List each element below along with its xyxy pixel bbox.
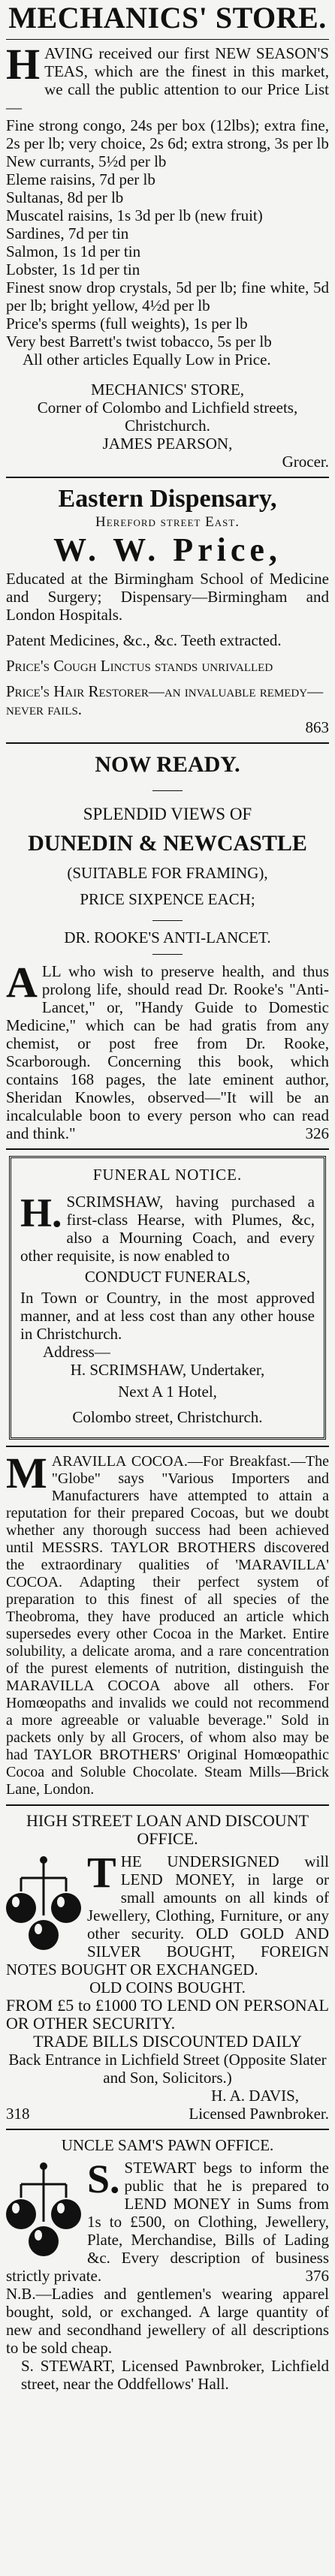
price-line: Muscatel raisins, 1s 3d per lb (new fruit) bbox=[6, 206, 263, 224]
loan-role: Licensed Pawnbroker. bbox=[189, 2105, 329, 2123]
price-line: Eleme raisins, 7d per lb bbox=[6, 170, 155, 188]
loan-office-ad bbox=[6, 1812, 329, 2123]
dispensary-street: Hereford street East. bbox=[95, 514, 240, 530]
price-line: Very best Barrett's twist tobacco, 5s per lb bbox=[6, 333, 272, 351]
price-line: Salmon, 1s 1d per tin bbox=[6, 242, 141, 260]
price-line: Lobster, 1s 1d per tin bbox=[6, 260, 140, 278]
pawn-balls-icon bbox=[6, 1855, 81, 1957]
dropcap: T bbox=[87, 1848, 116, 1897]
old-coins: OLD COINS BOUGHT. bbox=[89, 1979, 246, 1997]
price-list bbox=[6, 116, 329, 369]
loan-gold: OLD GOLD AND SILVER BOUGHT, FOREIGN NOTES BOUGHT OR EXCHANGED. bbox=[6, 1924, 330, 1979]
divider bbox=[6, 1148, 329, 1150]
dispensary-title: Eastern Dispensary, bbox=[58, 485, 277, 513]
funeral-text: SCRIMSHAW, having purchased a first-class Hearse, with Plumes, &c, also a Mourning Coach, and every other requisite, is now enabled to bbox=[20, 1193, 315, 1265]
price-line: New currants, 5½d per lb bbox=[6, 152, 167, 170]
dispensary-cough: Price's Cough Linctus stands unrivalled bbox=[6, 657, 273, 675]
conduct-funerals: CONDUCT FUNERALS, bbox=[84, 1268, 251, 1286]
back-entrance: Back Entrance in Lichfield Street (Opposite Slater and Son, Solicitors.) bbox=[8, 2051, 327, 2087]
funeral-address-label: Address— bbox=[43, 1343, 110, 1361]
mechanics-intro: AVING received our first NEW SEASON'S TEAS, which are the finest in this market, we call the public attention to our Price List— bbox=[6, 44, 329, 116]
mechanics-address-2: Corner of Colombo and Lichfield streets, Christchurch. bbox=[37, 399, 298, 435]
dispensary-hair: Price's Hair Restorer—an invaluable remedy—never fails. bbox=[6, 682, 324, 718]
cocoa-text: ARAVILLA COCOA.—For Breakfast.—The "Globe" says "Various Importers and Manufacturers have attempted to attain a reputation for their prepared Cocoas, but we doubt whether any thorough success had been achieved until MESSRS. TAYLOR BROTHERS discovered the extraordinary qualities of 'MARAVILLA' COCOA. Adapting their perfect system of preparation to this finest of all species of the Theobroma, they have produced an article which supersedes every other Cocoa in the Market. Entire solubility, a delicate aroma, and a rare concentration of the purest elements of nutrition, distinguish the MARAVILLA COCOA above all others. For Homœopaths and invalids we could not recommend a more agreeable or valuable beverage." Sold in packets only by all Grocers, of whom also may be had TAYLOR BROTHERS' Original Homœopathic Cocoa and Soluble Chocolate. Steam Mills—Brick Lane, London. bbox=[6, 1453, 329, 1798]
divider bbox=[6, 1804, 329, 1806]
dispensary-education: Educated at the Birmingham School of Medicine and Surgery; Dispensary—Birmingham and London Hospitals. bbox=[6, 570, 329, 624]
rooke-text: LL who wish to preserve health, and thus prolong life, should read Dr. Rooke's "Anti-Lancet," or, "Handy Guide to Domestic Medicine," which can be had gratis from any chemist, or post free from Dr. Rooke, Scarborough. Concerning this book, which contains 168 pages, the late eminent author, Sheridan Knowles, observed—"It will be an incalculable boon to every person who can read and think." bbox=[6, 962, 329, 1142]
divider bbox=[6, 1446, 329, 1447]
dispensary-patent: Patent Medicines, &c., &c. Teeth extracted. bbox=[6, 631, 282, 649]
dropcap: S. bbox=[87, 2156, 120, 2201]
divider bbox=[6, 742, 329, 744]
funeral-name: H. SCRIMSHAW, Undertaker, bbox=[70, 1361, 265, 1379]
ad-number: 863 bbox=[305, 718, 329, 736]
price: PRICE SIXPENCE EACH; bbox=[80, 890, 255, 908]
divider bbox=[6, 477, 329, 478]
ad-number: 318 bbox=[6, 2105, 30, 2123]
price-line: Sultanas, 8d per lb bbox=[6, 188, 124, 206]
loan-name: H. A. DAVIS, bbox=[211, 2087, 299, 2105]
uncle-sams-ad bbox=[6, 2136, 329, 2393]
mechanics-title: MECHANICS' STORE. bbox=[8, 1, 327, 35]
mechanics-role: Grocer. bbox=[282, 453, 329, 471]
divider bbox=[152, 920, 183, 921]
ad-number: 326 bbox=[305, 1124, 329, 1142]
price-line: All other articles Equally Low in Price. bbox=[23, 351, 271, 369]
dropcap: M bbox=[6, 1449, 47, 1497]
cocoa-ad bbox=[6, 1449, 329, 1798]
pawn-balls-icon bbox=[6, 2162, 81, 2263]
rooke-title: DR. ROOKE'S ANTI-LANCET. bbox=[64, 928, 271, 946]
framing: (SUITABLE FOR FRAMING), bbox=[67, 864, 268, 882]
mechanics-address-1: MECHANICS' STORE, bbox=[90, 381, 245, 399]
divider bbox=[152, 954, 183, 955]
price-line: Fine strong congo, 24s per box (12lbs); extra fine, 2s per lb; very choice, 2s 6d; extra strong, 3s per lb bbox=[6, 116, 329, 152]
funeral-notice-ad bbox=[9, 1156, 326, 1440]
ad-number: 376 bbox=[305, 2267, 329, 2285]
dispensary-ad bbox=[6, 484, 329, 736]
funeral-text-2: In Town or Country, in the most approved manner, and at less cost than any other house in Christchurch. bbox=[20, 1289, 315, 1343]
funeral-next: Next A 1 Hotel, bbox=[118, 1383, 217, 1401]
price-line: Finest snow drop crystals, 5d per lb; fine white, 5d per lb; bright yellow, 4½d per lb bbox=[6, 278, 329, 314]
uncle-nb: N.B.—Ladies and gentlemen's wearing apparel bought, sold, or exchanged. A large quantity of new and secondhand jewellery of all descriptions to be sold cheap. bbox=[6, 2285, 329, 2357]
divider bbox=[152, 790, 183, 791]
mechanics-owner: JAMES PEARSON, bbox=[102, 435, 233, 453]
funeral-title: FUNERAL NOTICE. bbox=[92, 1166, 243, 1184]
price-line: Sardines, 7d per tin bbox=[6, 224, 129, 242]
uncle-text: STEWART begs to inform the public that he is prepared to LEND MONEY in Sums from 1s to £500, on Clothing, Jewellery, Plate, Merchandise, Bills of Lading &c. Every description of business strictly private. bbox=[6, 2159, 329, 2285]
rooke-ad bbox=[6, 928, 329, 1142]
loan-title: HIGH STREET LOAN AND DISCOUNT OFFICE. bbox=[26, 1811, 309, 1848]
divider bbox=[6, 2129, 329, 2130]
dispensary-name: W. W. Price, bbox=[53, 531, 282, 568]
loan-lend: FROM £5 to £1000 TO LEND ON PERSONAL OR OTHER SECURITY. bbox=[6, 1996, 329, 2033]
mechanics-store-ad bbox=[6, 2, 329, 471]
loan-text: HE UNDERSIGNED will LEND MONEY, in large or small amounts on all kinds of Jewellery, Clothing, Furniture, or any other security. bbox=[87, 1852, 329, 1943]
dropcap: H. bbox=[20, 1190, 62, 1235]
now-ready: NOW READY. bbox=[95, 752, 240, 777]
dropcap: A bbox=[6, 958, 38, 1007]
dunedin-title: DUNEDIN & NEWCASTLE bbox=[28, 831, 307, 856]
price-line: Price's sperms (full weights), 1s per lb bbox=[6, 314, 248, 333]
divider bbox=[6, 39, 329, 40]
dunedin-views-ad bbox=[6, 750, 329, 913]
uncle-title: UNCLE SAM'S PAWN OFFICE. bbox=[61, 2136, 274, 2154]
trade-bills: TRADE BILLS DISCOUNTED DAILY bbox=[33, 2032, 302, 2051]
dropcap: H bbox=[6, 40, 41, 89]
splendid-views: SPLENDID VIEWS OF bbox=[83, 805, 252, 823]
funeral-street: Colombo street, Christchurch. bbox=[72, 1408, 263, 1426]
uncle-signature: S. STEWART, Licensed Pawnbroker, Lichfield street, near the Oddfellows' Hall. bbox=[21, 2357, 329, 2393]
